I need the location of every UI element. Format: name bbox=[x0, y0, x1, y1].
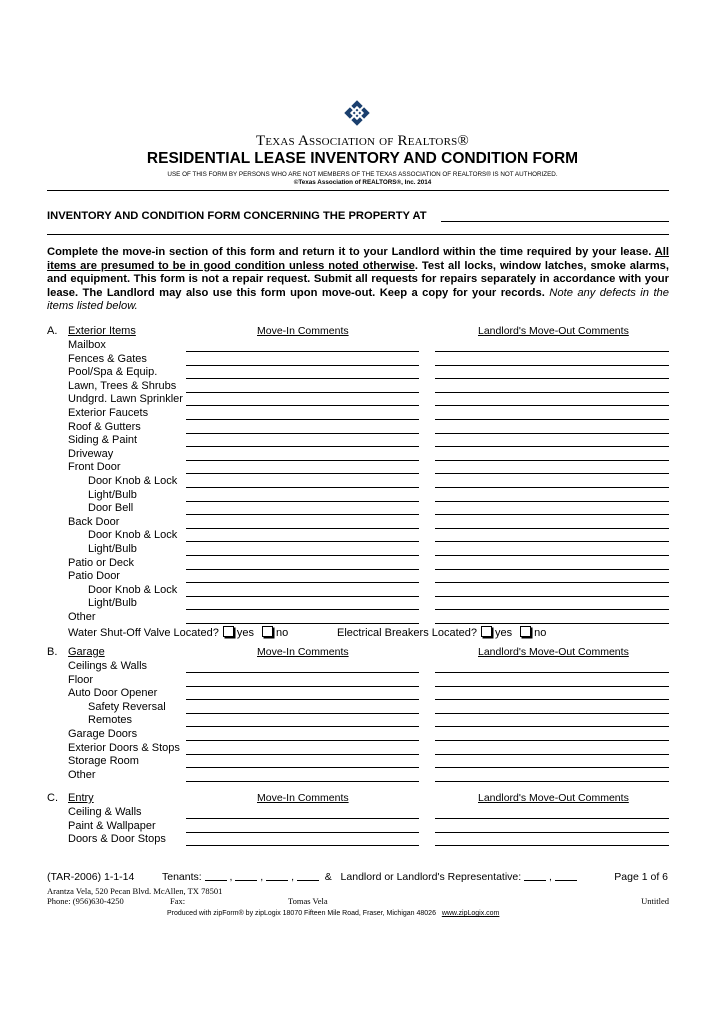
move-in-comment-field[interactable] bbox=[186, 845, 419, 846]
move-in-comment-field[interactable] bbox=[186, 514, 419, 515]
move-in-comment-field[interactable] bbox=[186, 832, 419, 833]
move-in-comment-field[interactable] bbox=[186, 686, 419, 687]
water-valve-yes-checkbox[interactable] bbox=[223, 626, 234, 637]
move-out-comment-field[interactable] bbox=[435, 686, 669, 687]
move-out-comment-field[interactable] bbox=[435, 365, 669, 366]
item-label: Exterior Faucets bbox=[68, 407, 149, 419]
move-out-comment-field[interactable] bbox=[435, 501, 669, 502]
move-out-comment-field[interactable] bbox=[435, 609, 669, 610]
usage-notice: USE OF THIS FORM BY PERSONS WHO ARE NOT MEMBERS OF THE TEXAS ASSOCIATION OF REALTORS® IS NOT AUTHORIZED. bbox=[167, 171, 558, 178]
move-in-comment-field[interactable] bbox=[186, 433, 419, 434]
item-label: Door Knob & Lock bbox=[88, 529, 178, 542]
move-in-comment-field[interactable] bbox=[186, 555, 419, 556]
no-label: no bbox=[275, 627, 289, 639]
item-label: Other bbox=[68, 768, 96, 781]
move-out-comment-field[interactable] bbox=[435, 351, 669, 352]
move-in-comment-field[interactable] bbox=[186, 740, 419, 741]
move-in-comment-field[interactable] bbox=[186, 767, 419, 768]
move-out-comment-field[interactable] bbox=[435, 713, 669, 714]
move-in-comment-field[interactable] bbox=[186, 582, 419, 583]
move-out-comment-field[interactable] bbox=[435, 514, 669, 515]
move-out-comment-field[interactable] bbox=[435, 446, 669, 447]
form-title: RESIDENTIAL LEASE INVENTORY AND CONDITION FORM bbox=[146, 150, 579, 167]
section-c-letter: C. bbox=[47, 792, 58, 804]
copyright: ©Texas Association of REALTORS®, Inc. 2014 bbox=[293, 179, 432, 186]
move-out-comment-field[interactable] bbox=[435, 541, 669, 542]
move-in-comment-field[interactable] bbox=[186, 781, 419, 782]
tenant-initial-3[interactable] bbox=[266, 871, 288, 881]
produced-by bbox=[167, 910, 499, 917]
item-label: Ceilings & Walls bbox=[68, 660, 148, 672]
move-out-comment-field[interactable] bbox=[435, 419, 669, 420]
property-address-field[interactable] bbox=[441, 221, 669, 222]
water-valve-question: Water Shut-Off Valve Located? bbox=[68, 627, 219, 639]
item-label: Driveway bbox=[68, 447, 114, 460]
move-out-comment-field[interactable] bbox=[435, 754, 669, 755]
section-c-title: Entry bbox=[68, 792, 94, 804]
move-in-comment-field[interactable] bbox=[186, 460, 419, 461]
move-out-comment-field[interactable] bbox=[435, 555, 669, 556]
move-out-comment-field[interactable] bbox=[435, 473, 669, 474]
section-a-title: Exterior Items bbox=[68, 325, 136, 337]
agent-fax: Fax: bbox=[170, 896, 186, 906]
property-label: INVENTORY AND CONDITION FORM CONCERNING THE PROPERTY AT bbox=[47, 210, 427, 222]
move-out-comment-field[interactable] bbox=[435, 832, 669, 833]
move-out-comment-field[interactable] bbox=[435, 392, 669, 393]
section-a-questions bbox=[68, 626, 288, 639]
move-in-comment-field[interactable] bbox=[186, 596, 419, 597]
move-in-comment-field[interactable] bbox=[186, 473, 419, 474]
item-label: Fences & Gates bbox=[68, 352, 147, 365]
produced-text: Produced with zipForm® by zipLogix 18070 Fifteen Mile Road, Fraser, Michigan 48026 bbox=[167, 910, 436, 917]
move-out-comment-field[interactable] bbox=[435, 569, 669, 570]
item-label: Pool/Spa & Equip. bbox=[68, 366, 158, 379]
section-b-letter: B. bbox=[47, 646, 58, 658]
tar-logo-icon bbox=[343, 99, 371, 127]
item-label: Light/Bulb bbox=[88, 597, 137, 610]
move-in-header-b: Move-In Comments bbox=[257, 646, 349, 658]
water-valve-no-checkbox[interactable] bbox=[262, 626, 273, 637]
move-out-comment-field[interactable] bbox=[435, 767, 669, 768]
landlord-initial-2[interactable] bbox=[555, 871, 577, 881]
form-id: (TAR-2006) 1-1-14 bbox=[47, 871, 135, 883]
move-out-comment-field[interactable] bbox=[435, 699, 669, 700]
tenant-initial-4[interactable] bbox=[297, 871, 319, 881]
tenant-initial-2[interactable] bbox=[235, 871, 257, 881]
item-label: Mailbox bbox=[68, 339, 106, 351]
agent-phone: Phone: (956)630-4250 bbox=[47, 896, 124, 906]
item-label: Patio or Deck bbox=[68, 556, 135, 569]
landlord-initial-1[interactable] bbox=[524, 871, 546, 881]
landlord-label: Landlord or Landlord's Representative: bbox=[340, 871, 522, 883]
item-label: Door Knob & Lock bbox=[88, 583, 178, 596]
move-out-comment-field[interactable] bbox=[435, 460, 669, 461]
move-out-comment-field[interactable] bbox=[435, 740, 669, 741]
item-label: Light/Bulb bbox=[88, 543, 137, 555]
move-in-comment-field[interactable] bbox=[186, 446, 419, 447]
item-label: Doors & Door Stops bbox=[68, 833, 166, 846]
move-in-comment-field[interactable] bbox=[186, 541, 419, 542]
move-in-comment-field[interactable] bbox=[186, 365, 419, 366]
section-a-letter: A. bbox=[47, 325, 58, 337]
header-rule bbox=[47, 190, 669, 191]
move-out-comment-field[interactable] bbox=[435, 818, 669, 819]
move-in-comment-field[interactable] bbox=[186, 699, 419, 700]
property-address-field-2[interactable] bbox=[47, 234, 669, 235]
page-number: Page 1 of 6 bbox=[614, 871, 668, 883]
move-in-comment-field[interactable] bbox=[186, 501, 419, 502]
organization-name: Texas Association of Realtors® bbox=[255, 133, 470, 149]
move-in-comment-field[interactable] bbox=[186, 623, 419, 624]
move-out-header-a: Landlord's Move-Out Comments bbox=[478, 325, 629, 337]
section-b-title: Garage bbox=[68, 646, 105, 658]
move-out-comment-field[interactable] bbox=[435, 781, 669, 782]
breakers-question-group bbox=[337, 626, 546, 639]
item-label: Remotes bbox=[88, 714, 133, 727]
agent-name: Tomas Vela bbox=[288, 896, 328, 906]
item-label: Floor bbox=[68, 673, 94, 686]
move-out-comment-field[interactable] bbox=[435, 433, 669, 434]
item-label: Front Door bbox=[68, 461, 121, 474]
item-label: Roof & Gutters bbox=[68, 420, 141, 433]
item-label: Ceiling & Walls bbox=[68, 806, 142, 818]
item-label: Safety Reversal bbox=[88, 700, 166, 713]
move-out-comment-field[interactable] bbox=[435, 726, 669, 727]
move-out-header-c: Landlord's Move-Out Comments bbox=[478, 792, 629, 804]
initials-line: Tenants: , , , & Landlord or Landlord's Representative: , bbox=[162, 871, 577, 883]
instructions: Complete the move-in section of this form and return it to your Landlord within the time required by your lease. All items are presumed to be in good condition unless noted otherwise. Test all locks, window latches, smoke alarms, and equipment. This form is not a repair request. Submit all requests for repairs separately in accordance with your lease. The Landlord may also use this form upon move-out. Keep a copy for your records. Note any defects in the items listed below. bbox=[47, 246, 669, 313]
breakers-yes-checkbox[interactable] bbox=[481, 626, 492, 637]
move-in-header-c: Move-In Comments bbox=[257, 792, 349, 804]
move-in-comment-field[interactable] bbox=[186, 528, 419, 529]
move-in-comment-field[interactable] bbox=[186, 672, 419, 673]
item-label: Storage Room bbox=[68, 755, 139, 768]
tenants-label: Tenants: bbox=[162, 871, 202, 883]
document-name: Untitled bbox=[641, 896, 669, 906]
move-in-comment-field[interactable] bbox=[186, 419, 419, 420]
move-in-comment-field[interactable] bbox=[186, 818, 419, 819]
move-out-comment-field[interactable] bbox=[435, 672, 669, 673]
move-in-comment-field[interactable] bbox=[186, 754, 419, 755]
move-in-comment-field[interactable] bbox=[186, 713, 419, 714]
move-in-comment-field[interactable] bbox=[186, 405, 419, 406]
move-out-comment-field[interactable] bbox=[435, 582, 669, 583]
yes-label: yes bbox=[495, 627, 513, 639]
move-out-comment-field[interactable] bbox=[435, 623, 669, 624]
and-label: & bbox=[324, 871, 332, 883]
tenant-initial-1[interactable] bbox=[205, 871, 227, 881]
move-in-comment-field[interactable] bbox=[186, 569, 419, 570]
item-label: Door Bell bbox=[88, 502, 134, 515]
move-in-comment-field[interactable] bbox=[186, 392, 419, 393]
move-out-header-b: Landlord's Move-Out Comments bbox=[478, 646, 629, 658]
yes-label: yes bbox=[236, 627, 254, 639]
item-label: Back Door bbox=[68, 515, 120, 528]
move-in-comment-field[interactable] bbox=[186, 726, 419, 727]
move-out-comment-field[interactable] bbox=[435, 487, 669, 488]
item-label: Light/Bulb bbox=[88, 488, 137, 501]
item-label: Paint & Wallpaper bbox=[68, 819, 156, 832]
ziplogix-link[interactable]: www.zipLogix.com bbox=[441, 910, 500, 917]
move-in-comment-field[interactable] bbox=[186, 351, 419, 352]
move-in-comment-field[interactable] bbox=[186, 487, 419, 488]
breakers-question: Electrical Breakers Located? bbox=[337, 627, 478, 639]
move-out-comment-field[interactable] bbox=[435, 528, 669, 529]
item-label: Door Knob & Lock bbox=[88, 475, 178, 487]
move-in-comment-field[interactable] bbox=[186, 609, 419, 610]
item-label: Lawn, Trees & Shrubs bbox=[68, 379, 177, 392]
move-out-comment-field[interactable] bbox=[435, 405, 669, 406]
no-label: no bbox=[534, 627, 547, 639]
move-in-header-a: Move-In Comments bbox=[257, 325, 349, 337]
item-label: Patio Door bbox=[68, 570, 120, 583]
item-label: Auto Door Opener bbox=[68, 687, 158, 700]
move-out-comment-field[interactable] bbox=[435, 845, 669, 846]
item-label: Garage Doors bbox=[68, 728, 138, 740]
item-label: Siding & Paint bbox=[68, 434, 138, 447]
item-label: Exterior Doors & Stops bbox=[68, 741, 180, 754]
move-out-comment-field[interactable] bbox=[435, 596, 669, 597]
move-out-comment-field[interactable] bbox=[435, 378, 669, 379]
agent-address: Arantza Vela, 520 Pecan Blvd. McAllen, TX 78501 bbox=[47, 886, 223, 896]
item-label: Undgrd. Lawn Sprinkler bbox=[68, 393, 183, 406]
item-label: Other bbox=[68, 611, 96, 623]
move-in-comment-field[interactable] bbox=[186, 378, 419, 379]
breakers-no-checkbox[interactable] bbox=[520, 626, 531, 637]
